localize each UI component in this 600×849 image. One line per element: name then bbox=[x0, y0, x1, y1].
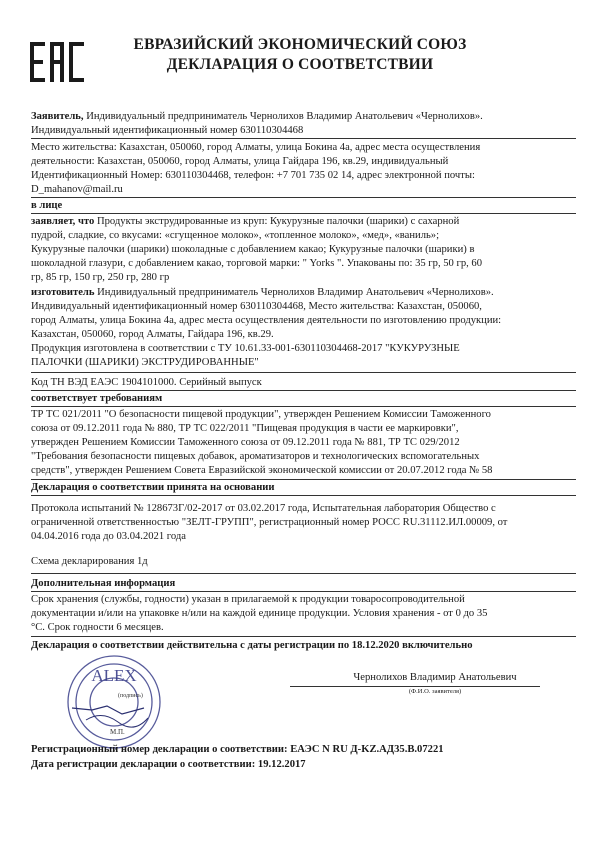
declares-line2: пудрой, сладкие, со вкусами: «сгущенное молоко», «топленное молоко», «мед», «ваниль»; bbox=[31, 230, 440, 241]
protocol-line1: Протокола испытаний № 128673Г/02-2017 от 03.02.2017 года, Испытательная лаборатория Общество с bbox=[31, 503, 496, 514]
divider bbox=[31, 197, 576, 198]
registration-date-line bbox=[31, 758, 576, 772]
divider bbox=[31, 636, 576, 637]
applicant-address-3: Идентификационный Номер: 630110304468, телефон: +7 701 735 02 14, адрес электронной почты: bbox=[31, 170, 475, 181]
requirements-line2: союза от 09.12.2011 года № 880, ТР ТС 022/2011 "Пищевая продукция в части ее маркировки", bbox=[31, 423, 459, 434]
manufacturer-label: изготовитель bbox=[31, 287, 95, 298]
scheme: Схема декларирования 1д bbox=[31, 556, 148, 567]
additional-label: Дополнительная информация bbox=[31, 578, 176, 589]
signature-line bbox=[290, 686, 540, 687]
conforms-label: соответствует требованиям bbox=[31, 393, 163, 404]
signature-scribble bbox=[72, 706, 144, 714]
protocol-line2: ограниченной ответственностью "ЗЕЛТ-ГРУПП", регистрационный номер РОСС RU.31112.ИЛ.00009, от bbox=[31, 517, 508, 528]
company-stamp bbox=[52, 648, 172, 758]
additional-line3: °С. Срок годности 6 месяцев. bbox=[31, 622, 164, 633]
stamp-brand: ALEX bbox=[91, 666, 137, 685]
requirements-line5: средств", утвержден Решением Совета Евразийской экономической комиссии от 20.07.2012 года № 58 bbox=[31, 465, 493, 476]
divider bbox=[31, 591, 576, 592]
produced-line2: ПАЛОЧКИ (ШАРИКИ) ЭКСТРУДИРОВАННЫЕ" bbox=[31, 357, 259, 368]
applicant-line2: Индивидуальный идентификационный номер 630110304468 bbox=[31, 125, 304, 136]
additional-line1: Срок хранения (службы, годности) указан в прилагаемой к продукции товаросопроводительной bbox=[31, 594, 465, 605]
registration-number: ЕАЭС N RU Д-KZ.АД35.В.07221 bbox=[290, 744, 444, 755]
divider bbox=[31, 390, 576, 391]
header-title: ДЕКЛАРАЦИЯ О СООТВЕТСТВИИ bbox=[166, 56, 434, 73]
signatory-name: Чернолихов Владимир Анатольевич bbox=[353, 672, 517, 683]
manufacturer-line1: изготовитель Индивидуальный предприниматель Чернолихов Владимир Анатольевич «Чернолихов». bbox=[31, 287, 494, 298]
signatory-caption: (Ф.И.О. заявителя) bbox=[408, 688, 462, 695]
header-union: ЕВРАЗИЙСКИЙ ЭКОНОМИЧЕСКИЙ СОЮЗ bbox=[133, 36, 467, 53]
protocol-line3: 04.04.2016 года до 03.04.2021 года bbox=[31, 531, 186, 542]
applicant-text: Индивидуальный предприниматель Чернолихов Владимир Анатольевич «Чернолихов». bbox=[86, 111, 483, 122]
applicant-address-2: деятельности: Казахстан, 050060, город Алматы, улица Гайдара 196, кв.29, индивидуальный bbox=[31, 156, 449, 167]
registration-number-label: Регистрационный номер декларации о соответствии: bbox=[31, 744, 288, 755]
registration-date-label: Дата регистрации декларации о соответствии: bbox=[31, 759, 256, 770]
divider bbox=[31, 138, 576, 139]
divider bbox=[31, 406, 576, 407]
declares-label: заявляет, что bbox=[31, 216, 95, 227]
stamp-mp: М.П. bbox=[110, 728, 125, 736]
manufacturer-line2: Индивидуальный идентификационный номер 630110304468, Место жительства: Казахстан, 050060, bbox=[31, 301, 482, 312]
divider bbox=[31, 372, 576, 373]
requirements-line1: ТР ТС 021/2011 "О безопасности пищевой продукции", утвержден Решением Комиссии Таможенного bbox=[31, 409, 491, 420]
applicant-line1 bbox=[31, 110, 576, 124]
declares-line5: гр, 85 гр, 150 гр, 250 гр, 280 гр bbox=[31, 272, 170, 283]
manufacturer-line4: Казахстан, 050060, город Алматы, Гайдара 196, кв.29. bbox=[31, 329, 274, 340]
requirements-line3: утвержден Решением Комиссии Таможенного союза от 09.12.2011 года № 881, ТР ТС 029/2012 bbox=[31, 437, 460, 448]
divider bbox=[31, 495, 576, 496]
applicant-label: Заявитель, bbox=[31, 111, 84, 122]
additional-line2: документации и/или на упаковке н/или на каждой единице продукции. Условия хранения - от 0 до 35 bbox=[31, 608, 488, 619]
basis-label: Декларация о соответствии принята на основании bbox=[31, 482, 275, 493]
registration-number-line bbox=[31, 743, 576, 757]
applicant-email: D_mahanov@mail.ru bbox=[31, 184, 123, 195]
declares-line4: шоколадной глазури, с добавлением какао, торговой марки: " Yorks ". Упакованы по: 35 гр, 50 гр, 60 bbox=[31, 258, 483, 269]
declares-line3: Кукурузные палочки (шарики) шоколадные с добавлением какао; Кукурузные палочки (шарики) в bbox=[31, 244, 475, 255]
validity: Декларация о соответствии действительна с даты регистрации по 18.12.2020 включительно bbox=[31, 640, 473, 651]
applicant-address-1: Место жительства: Казахстан, 050060, город Алматы, улица Бокина 4а, адрес места осуществления bbox=[31, 142, 481, 153]
in-person-label: в лице bbox=[31, 200, 63, 211]
requirements-line4: "Требования безопасности пищевых добавок, ароматизаторов и технологических вспомогательных bbox=[31, 451, 480, 462]
stamp-sign-caption: (подпись) bbox=[118, 693, 143, 699]
tn-ved-code: Код ТН ВЭД ЕАЭС 1904101000. Серийный выпуск bbox=[31, 377, 262, 388]
divider bbox=[31, 479, 576, 480]
divider bbox=[31, 213, 576, 214]
manufacturer-line3: город Алматы, улица Бокина 4а, адрес места осуществления деятельности по изготовлению продукции: bbox=[31, 315, 502, 326]
produced-line1: Продукция изготовлена в соответствии с ТУ 10.61.33-001-630110304468-2017 "КУКУРУЗНЫЕ bbox=[31, 343, 460, 354]
registration-date: 19.12.2017 bbox=[257, 759, 306, 770]
declares-line1: заявляет, что Продукты экструдированные из круп: Кукурузные палочки (шарики) с сахарной bbox=[31, 216, 460, 227]
divider bbox=[31, 573, 576, 574]
